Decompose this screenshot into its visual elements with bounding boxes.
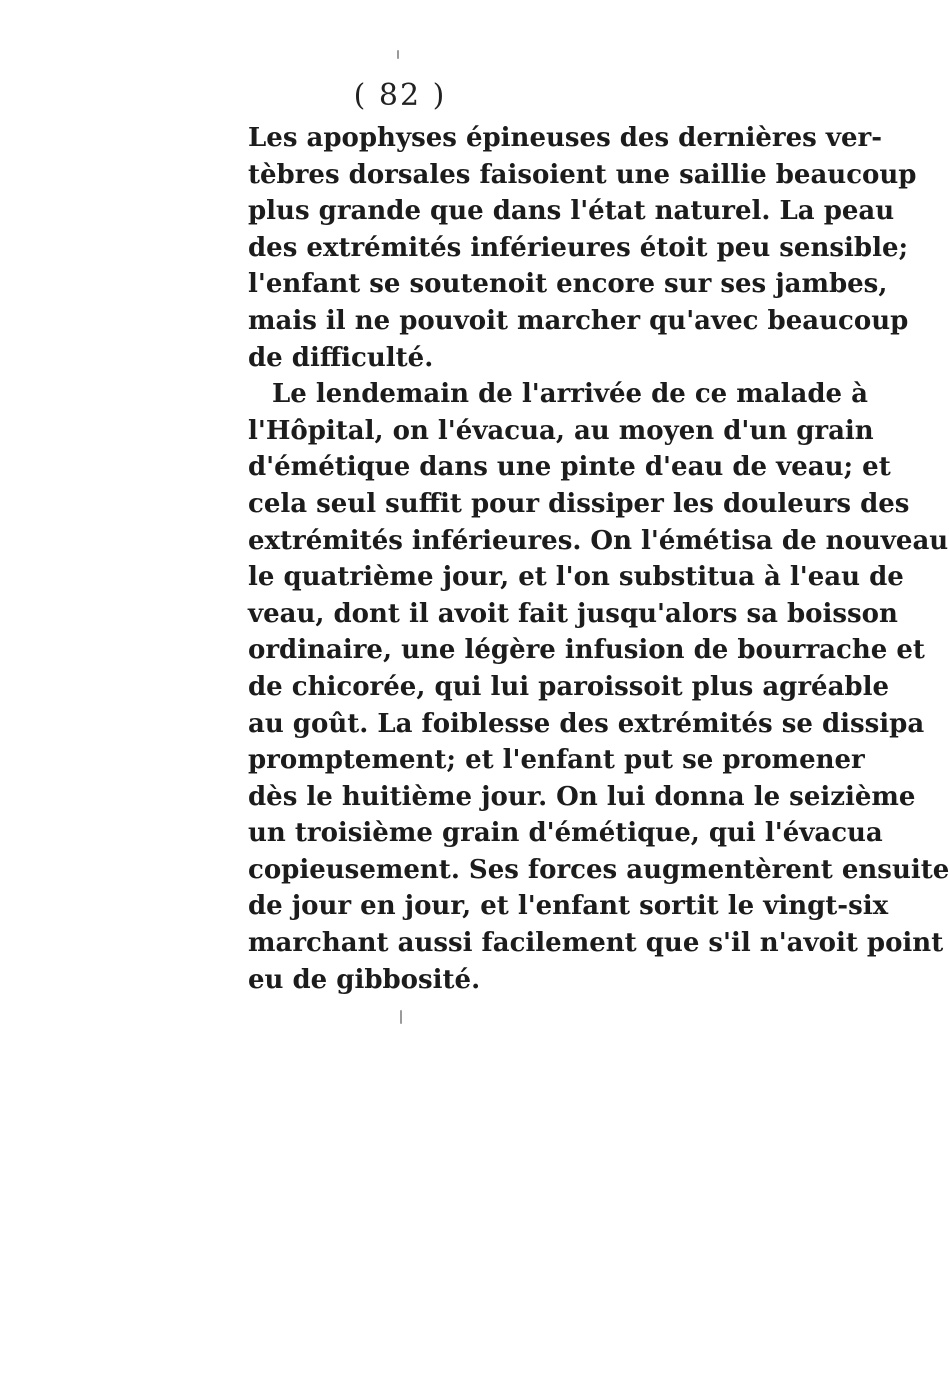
text-line: eu de gibbosité. <box>248 964 481 995</box>
text-line: ordinaire, une légère infusion de bourrache et <box>248 635 925 666</box>
text-line: l'enfant se soutenoit encore sur ses jambes, <box>248 269 888 300</box>
paragraph-1 <box>248 120 917 376</box>
text-line: Les apophyses épineuses des dernières ver- <box>248 123 882 153</box>
text-line: un troisième grain d'émétique, qui l'évacua <box>248 818 883 849</box>
text-line: l'Hôpital, on l'évacua, au moyen d'un grain <box>248 415 874 446</box>
text-line: plus grande que dans l'état naturel. La peau <box>248 196 895 227</box>
text-line: cela seul suffit pour dissiper les douleurs des <box>248 488 910 519</box>
text-line: mais il ne pouvoit marcher qu'avec beaucoup <box>248 305 909 336</box>
text-line: tèbres dorsales faisoient une saillie beaucoup <box>248 159 917 190</box>
text-line: promptement; et l'enfant put se promener <box>248 745 865 776</box>
text-line: copieusement. Ses forces augmentèrent ensuite <box>248 854 949 885</box>
text-line: d'émétique dans une pinte d'eau de veau; et <box>248 452 891 483</box>
text-line: dès le huitième jour. On lui donna le seizième <box>248 781 916 812</box>
text-line: Le lendemain de l'arrivée de ce malade à <box>272 379 868 410</box>
paragraph-2 <box>248 376 949 998</box>
text-line: de jour en jour, et l'enfant sortit le vingt-six <box>248 891 889 922</box>
text-line: le quatrième jour, et l'on substitua à l'eau de <box>248 562 904 593</box>
paper-speck <box>400 1010 402 1024</box>
text-line: de chicorée, qui lui paroissoit plus agréable <box>248 671 890 702</box>
text-line: au goût. La foiblesse des extrémités se dissipa <box>248 708 925 739</box>
text-line: marchant aussi facilement que s'il n'avoit point <box>248 928 944 959</box>
text-line: de difficulté. <box>248 342 434 373</box>
text-line: des extrémités inférieures étoit peu sensible; <box>248 232 909 263</box>
body-text <box>248 120 949 998</box>
paper-speck <box>397 50 399 59</box>
page-number: ( 82 ) <box>353 78 447 113</box>
text-line: extrémités inférieures. On l'émétisa de nouveau <box>248 525 949 556</box>
text-line: veau, dont il avoit fait jusqu'alors sa boisson <box>248 598 898 629</box>
